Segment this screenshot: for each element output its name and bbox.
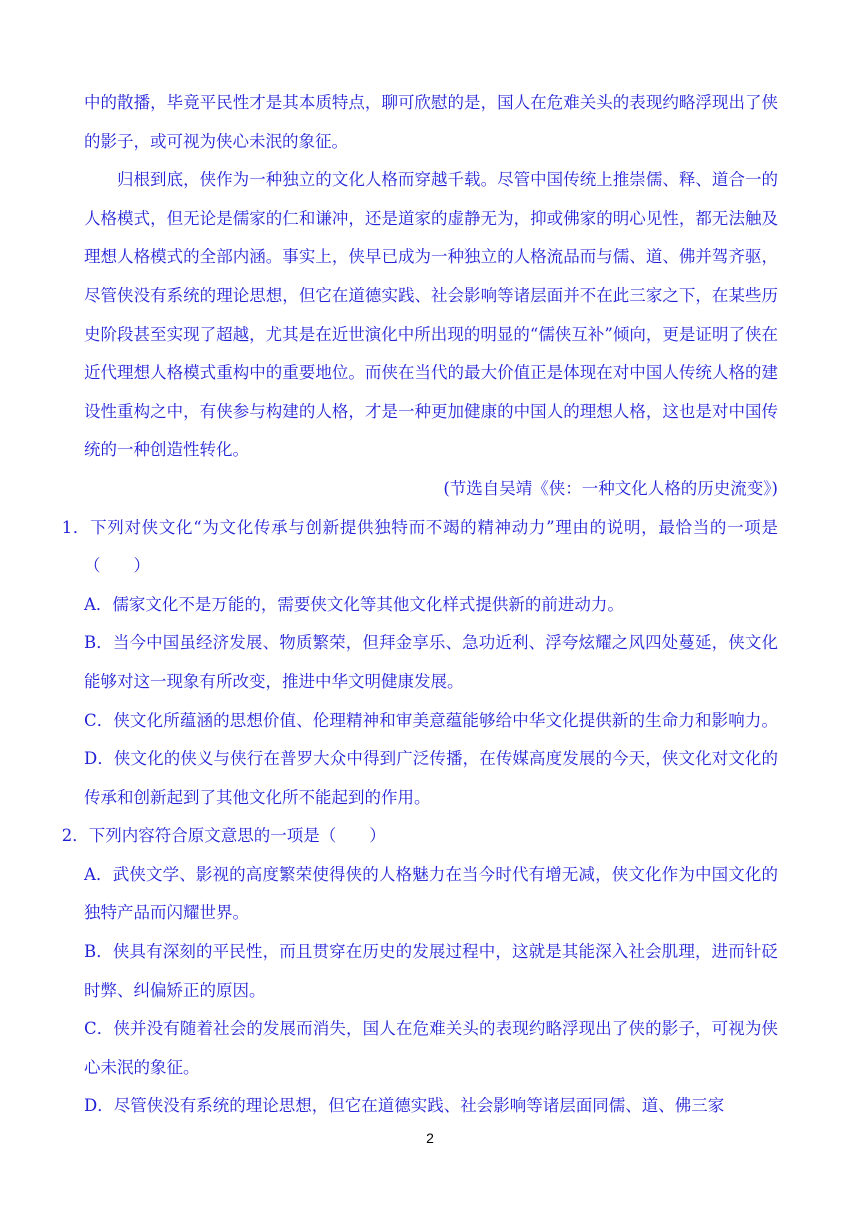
question-1-option-cd: C．侠文化所蕴涵的思想价值、伦理精神和审美意蕴能够给中华文化提供新的生命力和影响力。D．侠文化的侠义与侠行在普罗大众中得到广泛传播，在传媒高度发展的今天，侠文化对文化的传承和创新起到了其他文化所不能起到的作用。	[84, 710, 778, 807]
question-1-stem: 1．下列对侠文化“为文化传承与创新提供独特而不竭的精神动力”理由的说明，最恰当的一项是（ ）	[61, 517, 778, 576]
page-number: 2	[426, 1130, 434, 1146]
question-1-option-a: A．儒家文化不是万能的，需要侠文化等其他文化样式提供新的前进动力。	[84, 594, 624, 614]
paragraph-conclusion: 归根到底，侠作为一种独立的文化人格而穿越千载。尽管中国传统上推崇儒、释、道合一的人格模式，但无论是儒家的仁和谦冲，还是道家的虚静无为，抑或佛家的明心见性，都无法触及理想人格模式的全部内涵。事实上，侠早已成为一种独立的人格流品而与儒、道、佛并驾齐驱，尽管侠没有系统的理论思想，但它在道德实践、社会影响等诸层面并不在此三家之下，在某些历史阶段甚至实现了超越，尤其是在近世演化中所出现的明显的“儒侠互补”倾向，更是证明了侠在近代理想人格模式重构中的重要地位。而侠在当代的最大价值正是体现在对中国人传统人格的建设性重构之中，有侠参与构建的人格，才是一种更加健康的中国人的理想人格，这也是对中国传统的一种创造性转化。	[84, 170, 778, 460]
question-2-option-b: B．侠具有深刻的平民性，而且贯穿在历史的发展过程中，这就是其能深入社会肌理，进而针砭时弊、纠偏矫正的原因。	[84, 942, 778, 1000]
question-2-stem: 2．下列内容符合原文意思的一项是（ ）	[61, 826, 386, 846]
page-content	[61, 84, 778, 1126]
source-citation: (节选自吴靖《侠：一种文化人格的历史流变》)	[443, 478, 778, 498]
question-2-option-d: D．尽管侠没有系统的理论思想，但它在道德实践、社会影响等诸层面同儒、道、佛三家	[84, 1096, 725, 1116]
question-2-option-a: A．武侠文学、影视的高度繁荣使得侠的人格魅力在当今时代有增无减，侠文化作为中国文化的独特产品而闪耀世界。	[84, 864, 778, 923]
paragraph-continued: 中的散播，毕竟平民性才是其本质特点，聊可欣慰的是，国人在危难关头的表现约略浮现出了侠的影子，或可视为侠心未泯的象征。	[84, 93, 778, 151]
question-2-option-c: C．侠并没有随着社会的发展而消失，国人在危难关头的表现约略浮现出了侠的影子，可视为侠心未泯的象征。	[84, 1019, 778, 1077]
question-1-option-b: B．当今中国虽经济发展、物质繁荣，但拜金享乐、急功近利、浮夸炫耀之风四处蔓延，侠文化能够对这一现象有所改变，推进中华文明健康发展。	[84, 633, 778, 691]
